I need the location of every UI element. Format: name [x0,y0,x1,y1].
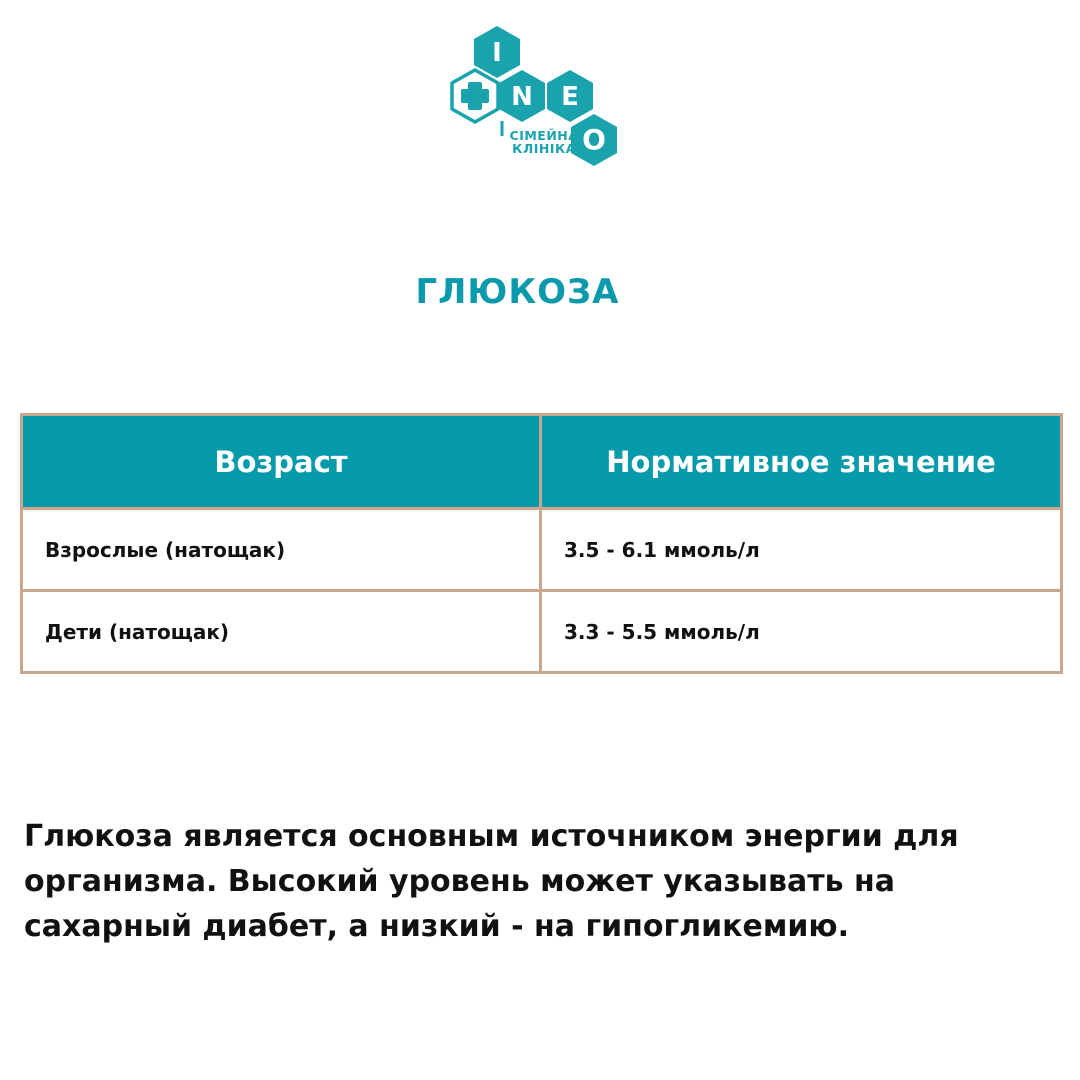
header-age: Возраст [22,415,541,509]
clinic-logo [440,18,630,173]
cell-value-adults: 3.5 - 6.1 ммоль/л [541,509,1062,591]
logo-letter-i: I [492,38,502,68]
cell-age-children: Дети (натощак) [22,591,541,673]
cell-value-children: 3.3 - 5.5 ммоль/л [541,591,1062,673]
medical-cross-icon [461,82,489,110]
logo-letter-n: N [511,82,533,112]
table-row [22,591,1062,673]
logo-letter-e: E [561,82,579,112]
logo-subtitle-line1: СІМЕЙНА [509,128,579,143]
description-text: Глюкоза является основным источником энергии для организма. Высокий уровень может указывать на сахарный диабет, а низкий - на гипогликемию. [24,819,959,944]
table-row [22,509,1062,591]
logo-subtitle-line2: КЛІНІКА [512,141,576,156]
cell-age-adults: Взрослые (натощак) [22,509,541,591]
logo-letter-o: O [582,123,606,156]
page-title: ГЛЮКОЗА [415,272,620,312]
table-header-row [22,415,1062,509]
header-normative-value: Нормативное значение [541,415,1062,509]
norms-table [20,413,1063,674]
